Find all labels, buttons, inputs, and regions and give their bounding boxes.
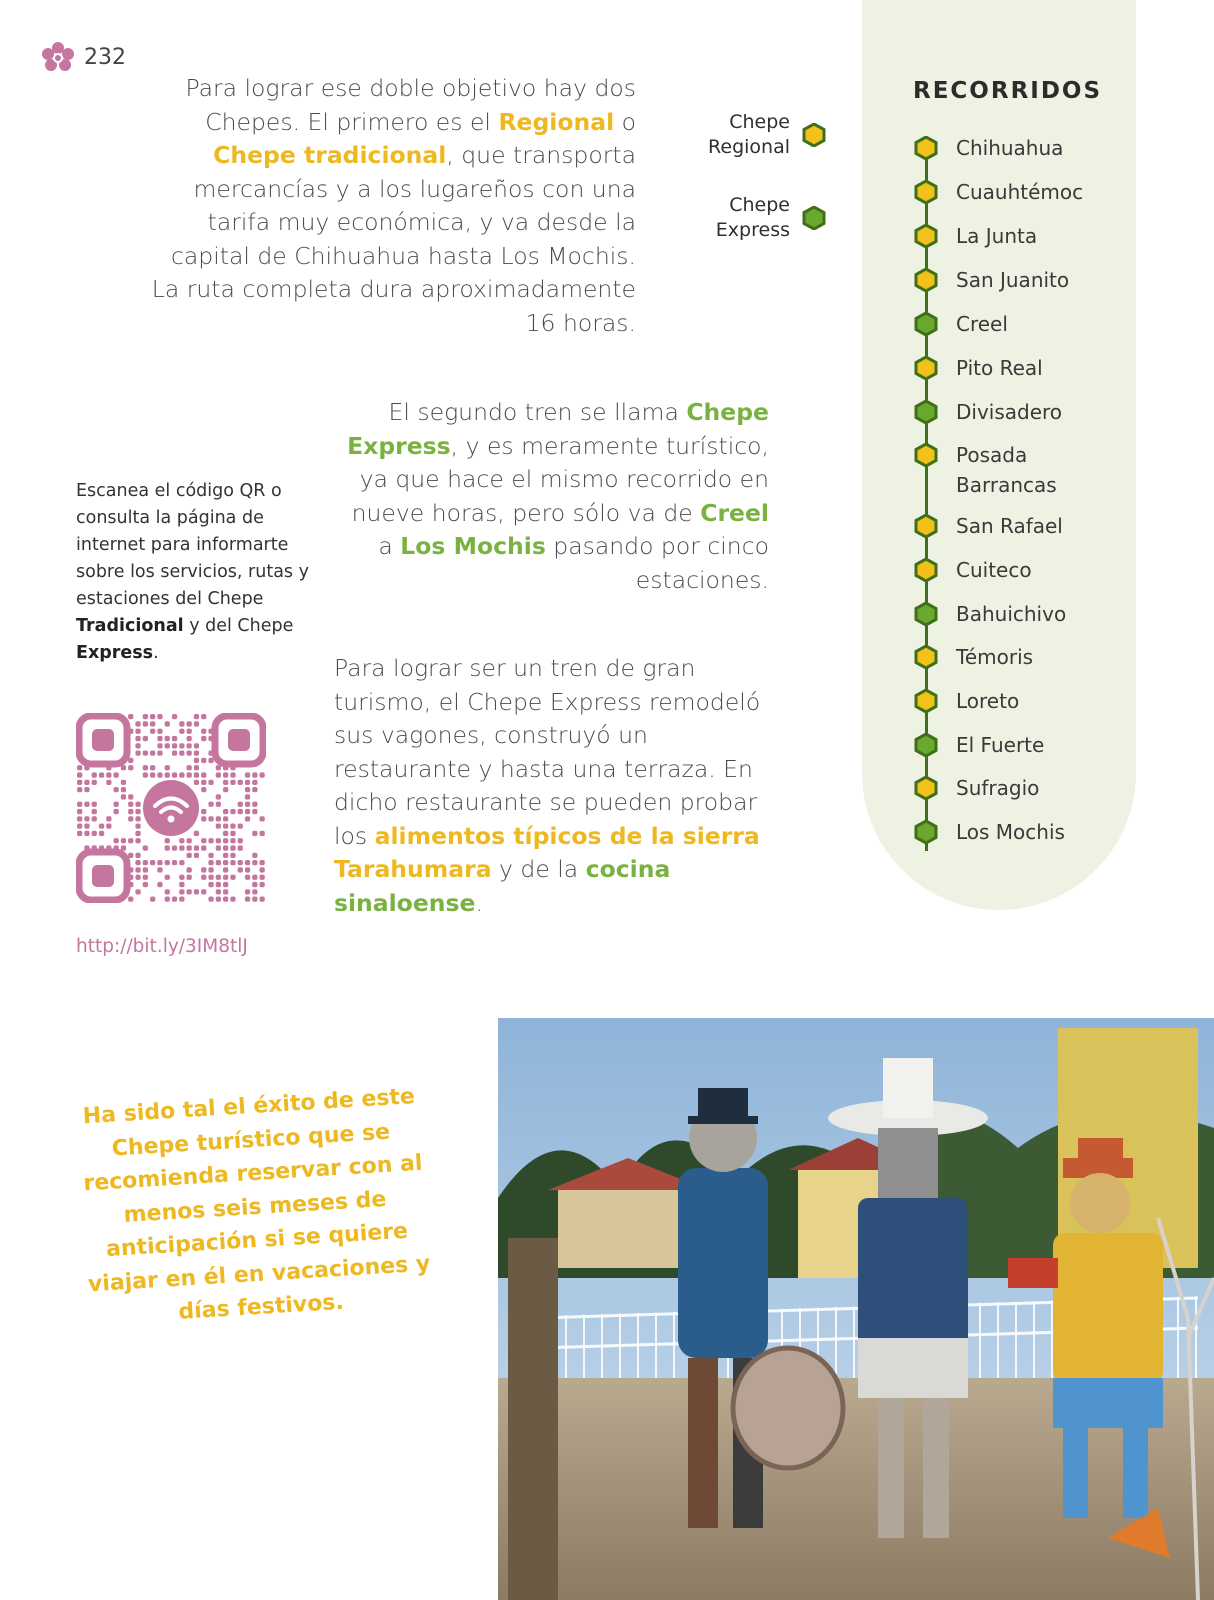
- route-stop: [914, 773, 1096, 803]
- qr-note: [76, 478, 316, 667]
- reservation-quote: Ha sido tal el éxito de este Chepe turístico que se recomienda reservar con al menos seis meses de anticipación si se quiere viajar en él en vacaciones y días festivos.: [82, 1084, 431, 1325]
- paragraph-chepe-express: [340, 396, 769, 597]
- legend-express: [716, 193, 826, 243]
- route-stop-label: San Rafael: [956, 514, 1063, 538]
- legend-text: Regional: [708, 136, 790, 158]
- express-hexagon-icon: [914, 602, 938, 626]
- regional-hexagon-icon: [914, 558, 938, 582]
- qr-link[interactable]: http://bit.ly/3IM8tlJ: [76, 936, 248, 957]
- highlight-chepe-tradicional: Chepe tradicional: [213, 141, 447, 169]
- route-stop: [914, 397, 1096, 427]
- page-number: 232: [84, 44, 126, 70]
- sculptures-photo: [498, 1018, 1214, 1600]
- route-stop-label: Cuauhtémoc: [956, 180, 1084, 204]
- route-stop: [914, 511, 1096, 541]
- legend-text: Chepe: [729, 111, 790, 133]
- route-stop-label: Sufragio: [956, 776, 1040, 800]
- route-stop: [914, 642, 1096, 672]
- paragraph-restaurant: [334, 652, 764, 920]
- flower-icon: [40, 40, 76, 74]
- route-stop-label: Posada Barrancas: [956, 443, 1057, 497]
- bold-tradicional: Tradicional: [76, 616, 184, 636]
- express-hexagon-icon: [914, 733, 938, 757]
- route-stop: [914, 309, 1096, 339]
- text-run: El segundo tren se llama: [388, 398, 687, 426]
- text-run: , y es meramente turístico, ya que hace el mismo recorrido en nueve horas, pero sólo va de: [351, 431, 769, 527]
- text-run: a: [378, 532, 401, 560]
- route-stop-label: Témoris: [956, 645, 1034, 669]
- route-stop-label: Pito Real: [956, 356, 1043, 380]
- text-run: .: [475, 888, 483, 917]
- regional-hexagon-icon: [914, 356, 938, 380]
- highlight-cocina-sinaloense: cocina sinaloense: [334, 855, 671, 917]
- sculptures-photo-illustration: [498, 1018, 1214, 1600]
- text-run: Para lograr ese doble objetivo hay dos Chepes. El primero es el: [185, 74, 636, 136]
- express-hexagon-icon: [914, 400, 938, 424]
- text-run: y de la: [491, 855, 586, 883]
- text-run: Para lograr ser un tren de gran turismo, el Chepe Express remodeló sus vagones, construyó un restaurante y hasta una terraza. En dicho restaurante se pueden probar los: [334, 654, 761, 850]
- regional-hexagon-icon: [914, 268, 938, 292]
- highlight-chepe-express: Chepe Express: [347, 398, 769, 460]
- regional-hexagon-icon: [914, 689, 938, 713]
- regional-hexagon-icon: [914, 136, 938, 160]
- highlight-los-mochis: Los Mochis: [400, 532, 546, 560]
- route-stop: [914, 440, 1096, 500]
- route-stop-label: Bahuichivo: [956, 602, 1067, 626]
- legend-regional-label: [708, 110, 790, 160]
- text-run: .: [153, 643, 159, 663]
- express-hexagon-icon: [914, 312, 938, 336]
- route-stop-label: Los Mochis: [956, 820, 1065, 844]
- route-stop: [914, 817, 1096, 847]
- paragraph-chepe-regional: [150, 72, 636, 340]
- qr-code[interactable]: [76, 713, 266, 903]
- regional-hexagon-icon: [802, 123, 826, 147]
- regional-hexagon-icon: [914, 514, 938, 538]
- text-run: o: [614, 107, 636, 136]
- regional-hexagon-icon: [914, 645, 938, 669]
- express-hexagon-icon: [914, 820, 938, 844]
- route-stop-label: Divisadero: [956, 400, 1063, 424]
- route-stop: [914, 555, 1096, 585]
- legend-express-label: [716, 193, 790, 243]
- route-stop-label: Cuiteco: [956, 558, 1032, 582]
- bold-express: Express: [76, 643, 154, 663]
- route-stop: [914, 177, 1096, 207]
- route-stop: [914, 599, 1096, 629]
- highlight-regional: Regional: [498, 107, 615, 136]
- legend-text: Express: [715, 219, 790, 241]
- route-stop: [914, 686, 1096, 716]
- express-hexagon-icon: [802, 206, 826, 230]
- page-header: [40, 40, 126, 74]
- route-stop-label: Chihuahua: [956, 136, 1064, 160]
- legend-text: Chepe: [729, 194, 790, 216]
- text-run: pasando por cinco estaciones.: [545, 532, 769, 594]
- text-run: y del Chepe: [183, 616, 294, 636]
- route-stop-label: El Fuerte: [956, 733, 1045, 757]
- highlight-alimentos-tipicos: alimentos típicos de la sierra Tarahumara: [334, 821, 760, 883]
- route-title: RECORRIDOS: [913, 78, 1103, 104]
- route-stop-label: Creel: [956, 312, 1008, 336]
- regional-hexagon-icon: [914, 224, 938, 248]
- route-stop-label: San Juanito: [956, 268, 1070, 292]
- legend-regional: [708, 110, 826, 160]
- route-stop-label: La Junta: [956, 224, 1038, 248]
- highlight-creel: Creel: [700, 498, 769, 527]
- regional-hexagon-icon: [914, 776, 938, 800]
- route-stop: [914, 730, 1096, 760]
- route-stop: [914, 353, 1096, 383]
- route-stop: [914, 133, 1096, 163]
- route-stop: [914, 221, 1096, 251]
- text-run: Escanea el código QR o consulta la página de internet para informarte sobre los servicios, rutas y estaciones del Chepe: [76, 481, 309, 609]
- text-run: , que transporta mercancías y a los lugareños con una tarifa muy económica, y va desde la capital de Chihuahua hasta Los Mochis. La ruta completa dura aproximadamente 16 horas.: [151, 141, 636, 337]
- regional-hexagon-icon: [914, 180, 938, 204]
- regional-hexagon-icon: [914, 443, 938, 467]
- route-stop: [914, 265, 1096, 295]
- route-stop-label: Loreto: [956, 689, 1020, 713]
